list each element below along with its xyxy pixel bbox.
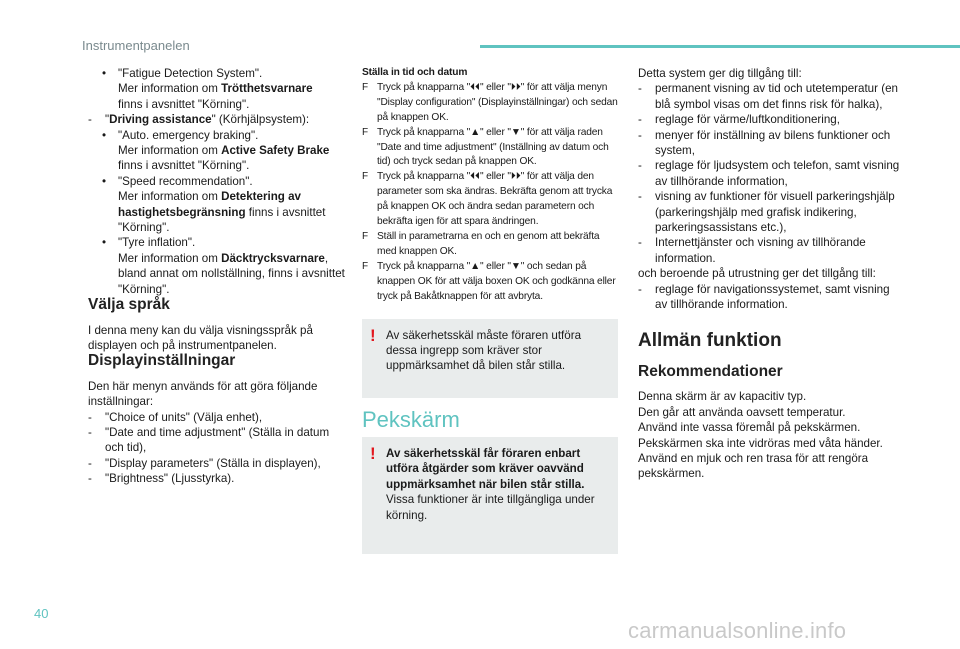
list-item: - "Display parameters" (Ställa in displayen), [88, 456, 321, 470]
procedure-step: F Tryck på knapparna "⏴⏴" eller "⏵⏵" för att välja den parameter som ska ändras. Bekräfta genom att trycka på knappen OK och ändra sedan parametern och bekräfta igen för att spara ändringen. [362, 171, 613, 228]
list-item: • "Auto. emergency braking". Mer information om Active Safety Brake finns i avsnittet "Körning". [102, 128, 330, 173]
dash-marker: - [88, 472, 92, 486]
header-title: Instrumentpanelen [82, 38, 190, 53]
procedure-block [362, 66, 618, 305]
dash-marker: - [638, 236, 642, 250]
list-item: - "Driving assistance" (Körhjälpsystem): [88, 113, 310, 127]
list-item: • "Speed recommendation". Mer information om Detektering av hastighetsbegränsning finns i avsnittet "Körning". [102, 174, 326, 235]
list-item: - menyer för inställning av bilens funktioner och system, [638, 128, 891, 158]
list-item: - "Date and time adjustment" (Ställa in datum och tid), [88, 425, 330, 455]
arrow-icon: F [362, 230, 368, 242]
bullet-icon: • [102, 67, 107, 80]
list-item: - reglage för navigationssystemet, samt visning av tillhörande information. [638, 282, 890, 312]
section-heading-valja-sprak: Välja språk [88, 296, 170, 314]
arrow-icon: F [362, 260, 368, 272]
procedure-step: F Ställ in parametrarna en och en genom att bekräfta med knappen OK. [362, 230, 600, 257]
procedure-title: Ställa in tid och datum [362, 67, 468, 78]
paragraph: I denna meny kan du välja visningsspråk på displayen och på instrumentpanelen. [88, 323, 313, 352]
warning-text: Vissa funktioner är inte tillgängliga under körning. [386, 493, 595, 522]
procedure-step: F Tryck på knapparna "⏴⏴" eller "⏵⏵" för att välja menyn "Display configuration" (Displayinställningar) och sedan på knappen OK. [362, 81, 618, 123]
procedure-step: F Tryck på knapparna "▲" eller "▼" för att välja raden "Date and time adjustment" (Inställning av datum och tid) och tryck sedan på knappen OK. [362, 126, 609, 168]
section-heading-pekskarm: Pekskärm [362, 406, 460, 432]
dash-marker: - [638, 113, 642, 127]
dash-marker: - [638, 282, 642, 296]
list-item: • "Fatigue Detection System". Mer information om Trötthetsvarnare finns i avsnittet "Körning". [102, 67, 313, 111]
warning-icon: ! [370, 443, 376, 463]
section-heading-displayinstallningar: Displayinställningar [88, 352, 236, 370]
page-number: 40 [34, 606, 49, 621]
column-right [638, 66, 900, 482]
dash-marker: - [88, 456, 92, 470]
paragraph: Den här menyn används för att göra följande inställningar: [88, 379, 318, 409]
watermark: carmanualsonline.info [628, 618, 847, 643]
dash-marker: - [638, 82, 642, 96]
section-heading-allman-funktion: Allmän funktion [638, 329, 782, 351]
warning-text-bold: Av säkerhetsskäl får föraren enbart utföra åtgärder som kräver oavvänd uppmärksamhet när bilen står stilla. [386, 446, 585, 491]
dash-marker: - [638, 190, 642, 204]
bullet-icon: • [102, 174, 107, 188]
column-left [88, 66, 346, 487]
warning-box [362, 319, 618, 398]
procedure-step: F Tryck på knapparna "▲" eller "▼" och sedan på knappen OK för att välja boxen OK och godkänna eller tryck på Bakåtknappen för att avbryta. [362, 260, 616, 302]
paragraph: och beroende på utrustning ger det tillgång till: [638, 267, 876, 281]
header-accent-bar [480, 45, 960, 48]
warning-box [362, 437, 618, 554]
list-item: - reglage för ljudsystem och telefon, samt visning av tillhörande information, [638, 159, 900, 188]
recommendations-text: Denna skärm är av kapacitiv typ. Den går att använda oavsett temperatur. Använd inte vassa föremål på pekskärmen. Pekskärmen ska inte vidröras med våta händer. Använd en mjuk och ren trasa för att rengöra pekskärmen. [638, 390, 883, 481]
dash-marker: - [88, 113, 92, 127]
arrow-icon: F [362, 81, 368, 93]
column-middle [362, 66, 618, 554]
list-item: - permanent visning av tid och utetemperatur (en blå symbol visas om det finns risk för halka), [638, 82, 898, 111]
list-item: - "Brightness" (Ljusstyrka). [88, 472, 235, 486]
list-item: - visning av funktioner för visuell parkeringshjälp (parkeringshjälp med grafisk indikering, parkeringsassistans etc.), [638, 190, 895, 235]
arrow-icon: F [362, 126, 368, 138]
arrow-icon: F [362, 171, 368, 183]
dash-marker: - [638, 128, 642, 142]
warning-icon: ! [370, 325, 376, 345]
list-item: • "Tyre inflation". Mer information om Däcktrycksvarnare, bland annat om nollställning, finns i avsnittet "Körning". [102, 236, 345, 296]
bullet-icon: • [102, 128, 107, 142]
subheading-rekommendationer: Rekommendationer [638, 362, 783, 380]
dash-marker: - [88, 425, 92, 439]
list-item: - reglage för värme/luftkonditionering, [638, 113, 840, 127]
list-item: - Internettjänster och visning av tillhörande information. [638, 236, 866, 265]
list-item: - "Choice of units" (Välja enhet), [88, 410, 263, 424]
dash-marker: - [638, 159, 642, 173]
bullet-icon: • [102, 236, 107, 250]
dash-marker: - [88, 410, 92, 424]
paragraph: Detta system ger dig tillgång till: [638, 67, 802, 80]
warning-text: Av säkerhetsskäl måste föraren utföra dessa ingrepp som kräver stor uppmärksamhet då bilen står stilla. [386, 328, 582, 373]
